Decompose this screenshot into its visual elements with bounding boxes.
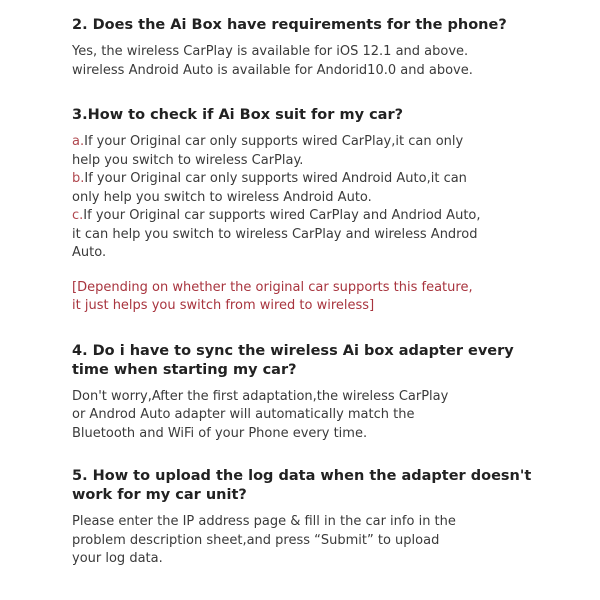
answer-line: Please enter the IP address page & fill in the car info in the <box>72 514 456 529</box>
heading-line: work for my car unit? <box>72 487 247 503</box>
list-item-a <box>72 133 552 152</box>
answer-line: Bluetooth and WiFi of your Phone every time. <box>72 425 368 441</box>
note-line: [Depending on whether the original car supports this feature, <box>72 279 473 295</box>
section-heading: 2. Does the Ai Box have requirements for the phone? <box>72 17 507 33</box>
answer-line: If your Original car supports wired CarPlay and Andriod Auto, <box>83 208 481 223</box>
feature-note <box>72 279 552 316</box>
note-line: it just helps you switch from wired to wireless] <box>72 298 375 313</box>
section-heading <box>72 467 552 505</box>
answer-line: problem description sheet,and press “Submit” to upload <box>72 532 440 548</box>
list-marker: b. <box>72 171 85 186</box>
faq-document <box>72 16 552 569</box>
answer-line: your log data. <box>72 551 163 566</box>
answer-line: help you switch to wireless CarPlay. <box>72 152 304 168</box>
answer-line: Auto. <box>72 245 107 260</box>
answer-line: or Androd Auto adapter will automatically match the <box>72 407 415 422</box>
section-answer <box>72 388 552 444</box>
answer-line: Don't worry,After the first adaptation,the wireless CarPlay <box>72 388 449 404</box>
section-heading <box>72 342 552 380</box>
answer-line: If your Original car only supports wired Android Auto,it can <box>84 171 467 186</box>
section-answer <box>72 513 552 569</box>
answer-line: If your Original car only supports wired CarPlay,it can only <box>84 134 464 149</box>
heading-line: 5. How to upload the log data when the adapter doesn't <box>72 468 532 484</box>
faq-section-log-upload <box>72 467 552 569</box>
section-heading: 3.How to check if Ai Box suit for my car? <box>72 107 404 123</box>
faq-section-sync <box>72 342 552 444</box>
answer-line: wireless Android Auto is available for Andorid10.0 and above. <box>72 62 473 78</box>
heading-line: time when starting my car? <box>72 361 297 378</box>
section-answer <box>72 43 552 80</box>
section-answer <box>72 133 552 263</box>
list-marker: c. <box>72 208 84 223</box>
list-item-c <box>72 207 552 226</box>
list-marker: a. <box>72 134 85 149</box>
answer-line: only help you switch to wireless Android Auto. <box>72 189 372 205</box>
answer-line: Yes, the wireless CarPlay is available for iOS 12.1 and above. <box>72 44 469 59</box>
faq-section-car-compatibility <box>72 106 552 316</box>
heading-line: 4. Do i have to sync the wireless Ai box adapter every <box>72 342 514 359</box>
answer-line: it can help you switch to wireless CarPlay and wireless Androd <box>72 226 478 242</box>
faq-section-phone-requirements <box>72 16 552 80</box>
list-item-b <box>72 170 552 189</box>
